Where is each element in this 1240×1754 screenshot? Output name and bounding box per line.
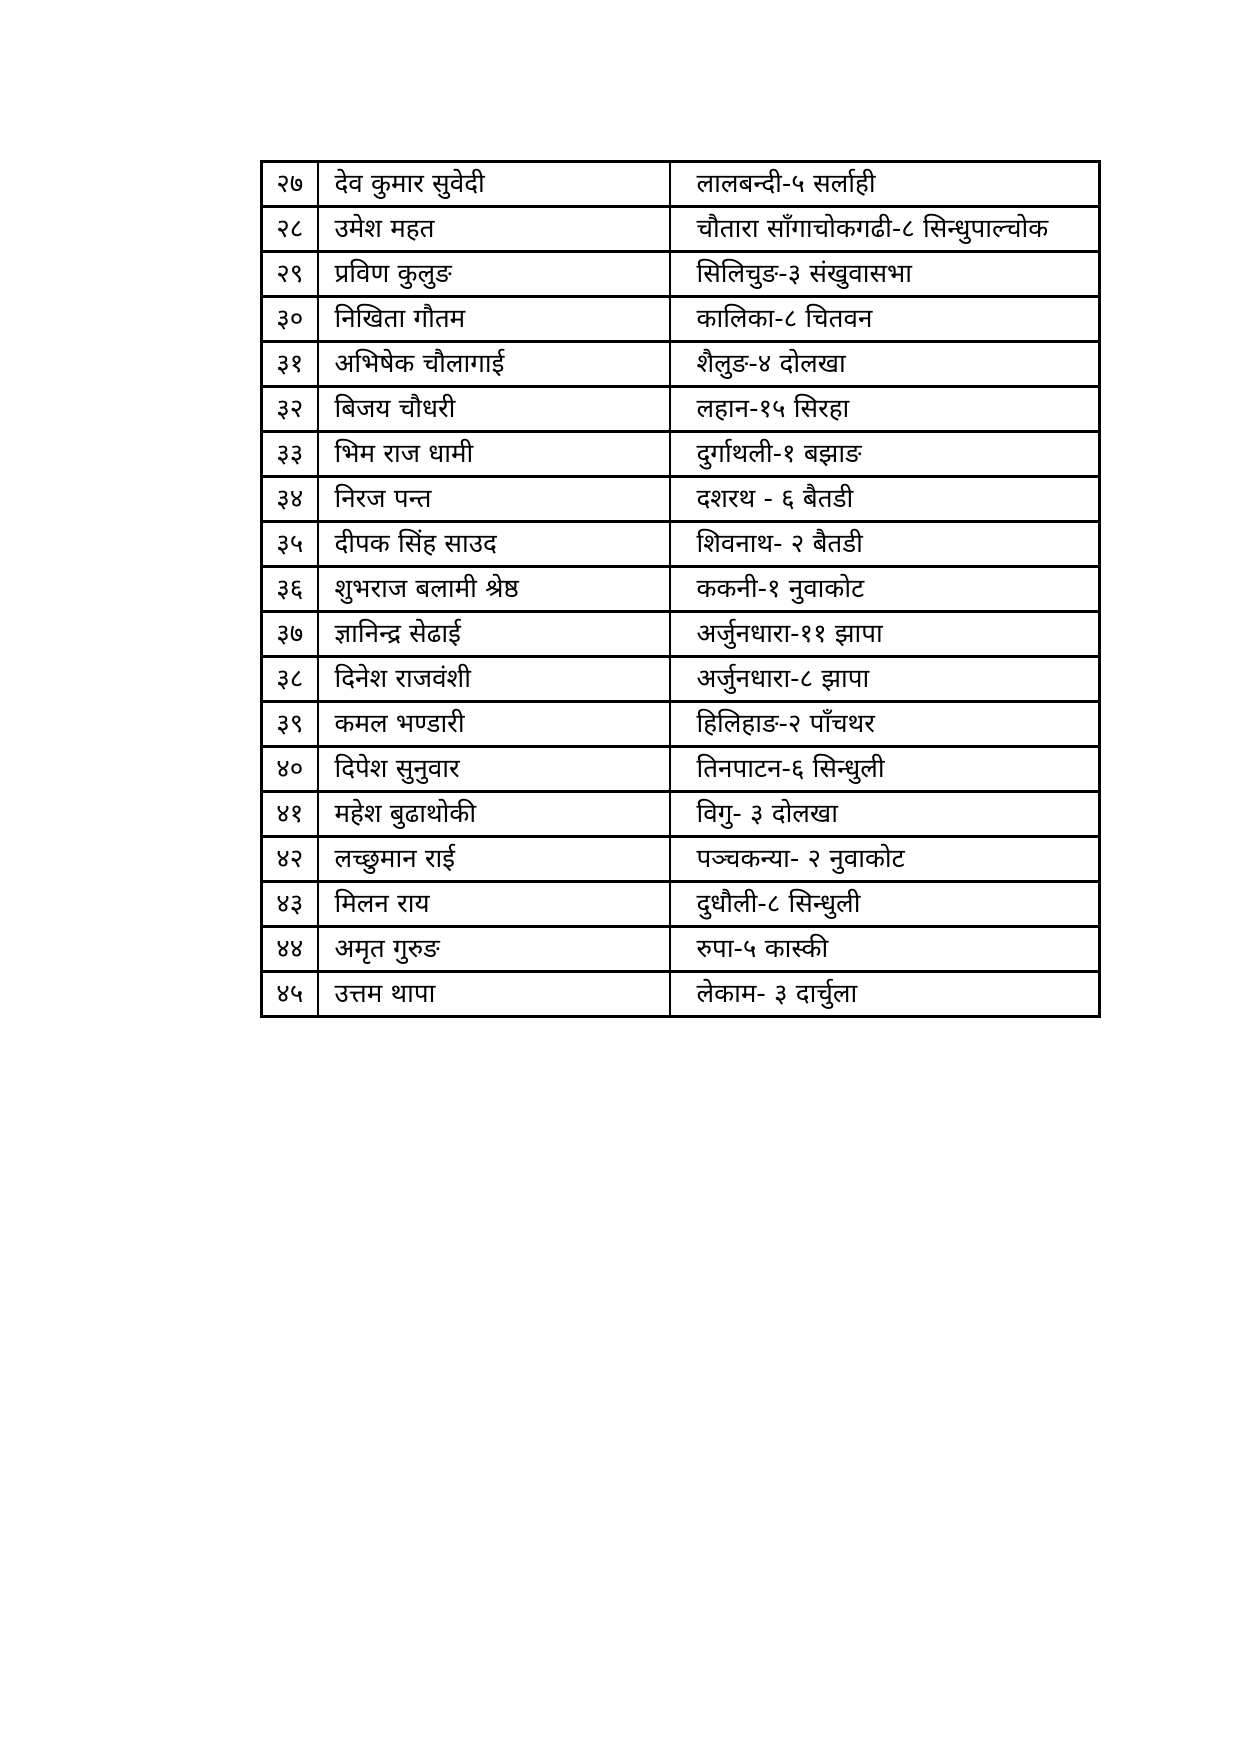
name-cell: कमल भण्डारी: [318, 702, 670, 747]
serial-number-cell: ३३: [262, 432, 318, 477]
name-cell: उमेश महत: [318, 207, 670, 252]
name-cell: उत्तम थापा: [318, 972, 670, 1017]
name-cell: अभिषेक चौलागाई: [318, 342, 670, 387]
address-cell: विगु- ३ दोलखा: [670, 792, 1100, 837]
table-row: [262, 567, 1100, 612]
address-cell: शिवनाथ- २ बैतडी: [670, 522, 1100, 567]
table-row: [262, 342, 1100, 387]
table-row: [262, 657, 1100, 702]
name-cell: लच्छुमान राई: [318, 837, 670, 882]
address-cell: दुधौली-८ सिन्धुली: [670, 882, 1100, 927]
name-cell: शुभराज बलामी श्रेष्ठ: [318, 567, 670, 612]
roster-table-body: [262, 162, 1100, 1017]
table-row: [262, 162, 1100, 207]
serial-number-cell: ३५: [262, 522, 318, 567]
serial-number-cell: २७: [262, 162, 318, 207]
name-cell: भिम राज धामी: [318, 432, 670, 477]
name-cell: प्रविण कुलुङ: [318, 252, 670, 297]
serial-number-cell: ४०: [262, 747, 318, 792]
serial-number-cell: ३६: [262, 567, 318, 612]
table-row: [262, 522, 1100, 567]
address-cell: दशरथ - ६ बैतडी: [670, 477, 1100, 522]
name-cell: महेश बुढाथोकी: [318, 792, 670, 837]
address-cell: सिलिचुङ-३ संखुवासभा: [670, 252, 1100, 297]
table-row: [262, 477, 1100, 522]
address-cell: अर्जुनधारा-८ झापा: [670, 657, 1100, 702]
address-cell: शैलुङ-४ दोलखा: [670, 342, 1100, 387]
serial-number-cell: ३१: [262, 342, 318, 387]
name-cell: दिनेश राजवंशी: [318, 657, 670, 702]
serial-number-cell: ३८: [262, 657, 318, 702]
serial-number-cell: ४२: [262, 837, 318, 882]
table-row: [262, 882, 1100, 927]
serial-number-cell: ४३: [262, 882, 318, 927]
name-cell: दीपक सिंह साउद: [318, 522, 670, 567]
address-cell: रुपा-५ कास्की: [670, 927, 1100, 972]
address-cell: लालबन्दी-५ सर्लाही: [670, 162, 1100, 207]
table-row: [262, 792, 1100, 837]
table-row: [262, 747, 1100, 792]
serial-number-cell: ३९: [262, 702, 318, 747]
address-cell: ककनी-१ नुवाकोट: [670, 567, 1100, 612]
address-cell: कालिका-८ चितवन: [670, 297, 1100, 342]
address-cell: चौतारा साँगाचोकगढी-८ सिन्धुपाल्चोक: [670, 207, 1100, 252]
table-row: [262, 252, 1100, 297]
address-cell: लहान-१५ सिरहा: [670, 387, 1100, 432]
address-cell: दुर्गाथली-१ बझाङ: [670, 432, 1100, 477]
name-cell: निखिता गौतम: [318, 297, 670, 342]
name-cell: मिलन राय: [318, 882, 670, 927]
name-cell: निरज पन्त: [318, 477, 670, 522]
table-row: [262, 612, 1100, 657]
serial-number-cell: ४१: [262, 792, 318, 837]
table-row: [262, 387, 1100, 432]
table-row: [262, 297, 1100, 342]
serial-number-cell: २९: [262, 252, 318, 297]
table-row: [262, 927, 1100, 972]
serial-number-cell: ३२: [262, 387, 318, 432]
table-row: [262, 972, 1100, 1017]
serial-number-cell: ३७: [262, 612, 318, 657]
name-cell: बिजय चौधरी: [318, 387, 670, 432]
table-row: [262, 702, 1100, 747]
serial-number-cell: ४४: [262, 927, 318, 972]
address-cell: हिलिहाङ-२ पाँचथर: [670, 702, 1100, 747]
name-cell: ज्ञानिन्द्र सेढाई: [318, 612, 670, 657]
table-row: [262, 837, 1100, 882]
address-cell: पञ्चकन्या- २ नुवाकोट: [670, 837, 1100, 882]
table-row: [262, 432, 1100, 477]
table-row: [262, 207, 1100, 252]
name-cell: देव कुमार सुवेदी: [318, 162, 670, 207]
address-cell: लेकाम- ३ दार्चुला: [670, 972, 1100, 1017]
roster-table: [260, 160, 1101, 1018]
serial-number-cell: ३४: [262, 477, 318, 522]
serial-number-cell: ४५: [262, 972, 318, 1017]
address-cell: अर्जुनधारा-११ झापा: [670, 612, 1100, 657]
serial-number-cell: ३०: [262, 297, 318, 342]
serial-number-cell: २८: [262, 207, 318, 252]
name-cell: अमृत गुरुङ: [318, 927, 670, 972]
address-cell: तिनपाटन-६ सिन्धुली: [670, 747, 1100, 792]
name-cell: दिपेश सुनुवार: [318, 747, 670, 792]
